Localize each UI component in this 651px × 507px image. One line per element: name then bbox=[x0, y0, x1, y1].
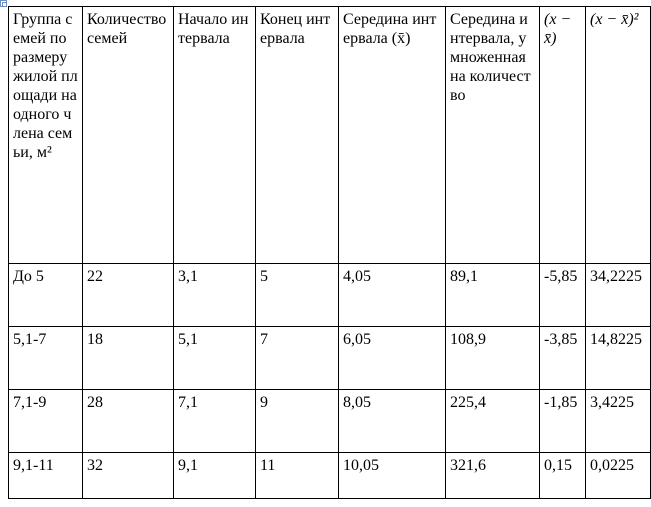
column-header-deviation-squared: (x − x̄)² bbox=[586, 7, 651, 264]
table-cell: 3,4225 bbox=[586, 390, 651, 453]
column-header-end: Конец интервала bbox=[256, 7, 339, 264]
table-cell: 225,4 bbox=[446, 390, 540, 453]
table-cell: 5,1-7 bbox=[9, 327, 83, 390]
column-header-start: Начало интервала bbox=[174, 7, 256, 264]
column-header-group: Группа семей по размеру жилой площади на одного члена семьи, м² bbox=[9, 7, 83, 264]
column-header-midpoint: Середина интервала (x̄) bbox=[339, 7, 446, 264]
table-cell: 8,05 bbox=[339, 390, 446, 453]
table-cell: 5 bbox=[256, 264, 339, 327]
table-cell: 0,15 bbox=[540, 453, 586, 499]
data-table bbox=[8, 6, 651, 499]
table-header-row bbox=[9, 7, 651, 264]
table-cell: 18 bbox=[83, 327, 174, 390]
table-cell: 3,1 bbox=[174, 264, 256, 327]
table-row bbox=[9, 390, 651, 453]
table-cell: -5,85 bbox=[540, 264, 586, 327]
table-cell: 6,05 bbox=[339, 327, 446, 390]
table-cell: 10,05 bbox=[339, 453, 446, 499]
table-row bbox=[9, 327, 651, 390]
table-move-handle-icon[interactable] bbox=[0, 0, 7, 7]
table-row bbox=[9, 264, 651, 327]
table-cell: 11 bbox=[256, 453, 339, 499]
table-cell: 321,6 bbox=[446, 453, 540, 499]
table-cell: 9,1-11 bbox=[9, 453, 83, 499]
table-cell: 22 bbox=[83, 264, 174, 327]
table-cell: 7,1 bbox=[174, 390, 256, 453]
column-header-midpoint-times-count: Середина интервала, умноженная на количество bbox=[446, 7, 540, 264]
table-cell: -1,85 bbox=[540, 390, 586, 453]
table-cell: 7,1-9 bbox=[9, 390, 83, 453]
column-header-count: Количество семей bbox=[83, 7, 174, 264]
table-row bbox=[9, 453, 651, 499]
table-cell: -3,85 bbox=[540, 327, 586, 390]
table-cell: 4,05 bbox=[339, 264, 446, 327]
table-cell: 7 bbox=[256, 327, 339, 390]
table-cell: До 5 bbox=[9, 264, 83, 327]
column-header-deviation: (x − x̄) bbox=[540, 7, 586, 264]
table-cell: 14,8225 bbox=[586, 327, 651, 390]
table-cell: 5,1 bbox=[174, 327, 256, 390]
table-cell: 32 bbox=[83, 453, 174, 499]
table-cell: 34,2225 bbox=[586, 264, 651, 327]
table-cell: 0,0225 bbox=[586, 453, 651, 499]
table-cell: 9,1 bbox=[174, 453, 256, 499]
table-cell: 9 bbox=[256, 390, 339, 453]
table-cell: 89,1 bbox=[446, 264, 540, 327]
table-cell: 108,9 bbox=[446, 327, 540, 390]
table-cell: 28 bbox=[83, 390, 174, 453]
